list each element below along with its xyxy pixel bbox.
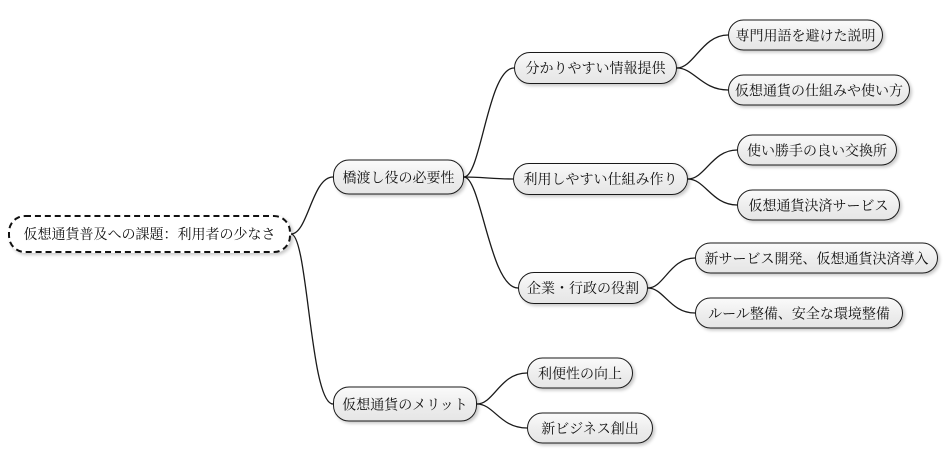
connector-bridge-info [464,68,514,177]
node-clear-info[interactable]: 分かりやすい情報提供 [514,52,677,84]
connector-gov-rules [648,288,695,313]
node-new-business[interactable]: 新ビジネス創出 [527,413,653,444]
node-gov-business-role[interactable]: 企業・行政の役割 [518,272,648,304]
node-convenience[interactable]: 利便性の向上 [527,358,633,389]
node-easy-system[interactable]: 利用しやすい仕組み作り [513,163,688,195]
node-good-exchange[interactable]: 使い勝手の良い交換所 [737,135,897,166]
connector-system-payment [688,179,737,205]
node-rules-safety[interactable]: ルール整備、安全な環境整備 [695,298,903,329]
node-bridge-role[interactable]: 橋渡し役の必要性 [333,160,464,195]
connector-merit-business [477,404,527,428]
node-how-crypto-works[interactable]: 仮想通貨の仕組みや使い方 [728,75,910,106]
connector-info-jargon [677,35,728,68]
connector-root-bridge [291,177,333,234]
connector-bridge-system [464,177,513,179]
node-avoid-jargon[interactable]: 専門用語を避けた説明 [728,20,883,51]
connector-root-merit [291,234,333,404]
connector-bridge-gov [464,177,518,288]
connector-info-howto [677,68,728,90]
node-payment-service[interactable]: 仮想通貨決済サービス [737,190,900,221]
node-new-service-dev[interactable]: 新サービス開発、仮想通貨決済導入 [695,243,938,274]
connector-merit-convenience [477,373,527,404]
node-root-challenge[interactable]: 仮想通貨普及への課題：利用者の少なさ [8,215,291,253]
connector-system-exchange [688,150,737,179]
node-crypto-merit[interactable]: 仮想通貨のメリット [333,387,477,422]
connector-gov-newservice [648,258,695,288]
